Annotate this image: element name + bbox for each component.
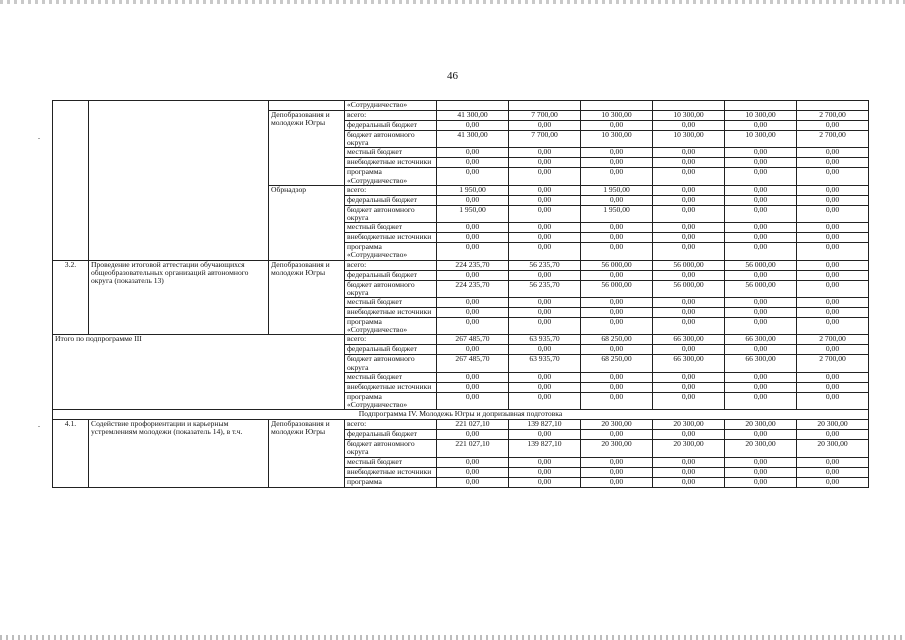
amount-cell: 0,00 (797, 233, 869, 243)
amount-cell: 0,00 (437, 168, 509, 185)
amount-cell: 0,00 (581, 158, 653, 168)
funding-source-cell: программа «Сотрудничество» (345, 318, 437, 335)
amount-cell: 0,00 (797, 318, 869, 335)
funding-source-cell: внебюджетные источники (345, 382, 437, 392)
amount-cell: 0,00 (725, 467, 797, 477)
amount-cell: 0,00 (653, 308, 725, 318)
amount-cell: 0,00 (509, 382, 581, 392)
funding-source-cell: местный бюджет (345, 457, 437, 467)
amount-cell: 1 950,00 (581, 205, 653, 222)
amount-cell: 0,00 (509, 457, 581, 467)
funding-source-cell: программа «Сотрудничество» (345, 243, 437, 260)
margin-mark: . (38, 420, 40, 429)
amount-cell: 0,00 (797, 477, 869, 487)
amount-cell: 66 300,00 (653, 355, 725, 372)
amount-cell: 0,00 (653, 270, 725, 280)
amount-cell: 0,00 (797, 205, 869, 222)
amount-cell: 0,00 (437, 477, 509, 487)
amount-cell: 0,00 (725, 121, 797, 131)
amount-cell: 0,00 (725, 392, 797, 409)
funding-source-cell: внебюджетные источники (345, 467, 437, 477)
amount-cell: 0,00 (437, 298, 509, 308)
amount-cell: 0,00 (653, 195, 725, 205)
amount-cell: 0,00 (653, 205, 725, 222)
amount-cell: 221 027,10 (437, 440, 509, 457)
table-row (53, 410, 869, 420)
amount-cell: 1 950,00 (581, 185, 653, 195)
amount-cell: 0,00 (509, 430, 581, 440)
amount-cell: 0,00 (437, 270, 509, 280)
amount-cell: 0,00 (653, 233, 725, 243)
amount-cell: 0,00 (509, 121, 581, 131)
amount-cell: 0,00 (581, 148, 653, 158)
item-name-cell: Содействие профориентации и карьерным устремлениям молодежи (показатель 14), в т.ч. (89, 420, 269, 487)
funding-source-cell: бюджет автономного округа (345, 440, 437, 457)
amount-cell: 0,00 (725, 477, 797, 487)
amount-cell: 0,00 (725, 185, 797, 195)
amount-cell: 0,00 (797, 345, 869, 355)
amount-cell: 224 235,70 (437, 280, 509, 297)
amount-cell: 20 300,00 (797, 420, 869, 430)
amount-cell: 20 300,00 (797, 440, 869, 457)
amount-cell: 0,00 (581, 345, 653, 355)
amount-cell: 56 000,00 (581, 280, 653, 297)
amount-cell: 0,00 (653, 223, 725, 233)
amount-cell: 0,00 (437, 121, 509, 131)
funding-source-cell: всего: (345, 111, 437, 121)
amount-cell: 0,00 (725, 430, 797, 440)
scan-edge-bottom (0, 635, 905, 640)
amount-cell: 0,00 (509, 168, 581, 185)
amount-cell: 0,00 (725, 372, 797, 382)
amount-cell: 0,00 (509, 223, 581, 233)
amount-cell: 10 300,00 (581, 111, 653, 121)
amount-cell: 66 300,00 (725, 355, 797, 372)
amount-cell: 20 300,00 (725, 440, 797, 457)
page-number: 46 (447, 70, 458, 82)
amount-cell: 221 027,10 (437, 420, 509, 430)
amount-cell: 1 950,00 (437, 205, 509, 222)
funding-source-cell: бюджет автономного округа (345, 355, 437, 372)
amount-cell: 0,00 (797, 372, 869, 382)
funding-source-cell: программа «Сотрудничество» (345, 392, 437, 409)
amount-cell: 1 950,00 (437, 185, 509, 195)
amount-cell: 139 827,10 (509, 440, 581, 457)
funding-source-cell: местный бюджет (345, 223, 437, 233)
amount-cell: 0,00 (653, 318, 725, 335)
executor-cell: Депобразования и молодежи Югры (269, 420, 345, 487)
amount-cell: 0,00 (797, 467, 869, 477)
amount-cell: 20 300,00 (581, 420, 653, 430)
amount-cell: 139 827,10 (509, 420, 581, 430)
funding-source-cell: федеральный бюджет (345, 430, 437, 440)
amount-cell: 0,00 (437, 382, 509, 392)
amount-cell: 0,00 (509, 233, 581, 243)
amount-cell: 0,00 (581, 270, 653, 280)
table-row (53, 101, 869, 111)
executor-cell: Обрнадзор (269, 185, 345, 260)
amount-cell: 2 700,00 (797, 111, 869, 121)
funding-source-cell: федеральный бюджет (345, 345, 437, 355)
item-number-cell (53, 101, 89, 261)
amount-cell: 20 300,00 (653, 420, 725, 430)
amount-cell: 0,00 (509, 467, 581, 477)
amount-cell: 10 300,00 (653, 131, 725, 148)
amount-cell: 0,00 (725, 382, 797, 392)
amount-cell (797, 101, 869, 111)
amount-cell: 0,00 (725, 205, 797, 222)
amount-cell: 267 485,70 (437, 355, 509, 372)
amount-cell: 0,00 (581, 457, 653, 467)
amount-cell: 0,00 (581, 243, 653, 260)
amount-cell (653, 101, 725, 111)
amount-cell: 68 250,00 (581, 335, 653, 345)
amount-cell: 0,00 (653, 185, 725, 195)
total-label-cell: Итого по подпрограмме III (53, 335, 345, 410)
amount-cell: 0,00 (437, 195, 509, 205)
amount-cell: 0,00 (797, 382, 869, 392)
item-number-cell: 3.2. (53, 260, 89, 335)
amount-cell: 0,00 (437, 345, 509, 355)
amount-cell: 0,00 (725, 270, 797, 280)
amount-cell: 10 300,00 (581, 131, 653, 148)
amount-cell: 0,00 (725, 298, 797, 308)
amount-cell: 10 300,00 (725, 111, 797, 121)
amount-cell: 7 700,00 (509, 131, 581, 148)
amount-cell: 0,00 (509, 308, 581, 318)
amount-cell: 0,00 (509, 345, 581, 355)
amount-cell: 0,00 (581, 168, 653, 185)
amount-cell: 0,00 (437, 233, 509, 243)
amount-cell: 41 300,00 (437, 131, 509, 148)
amount-cell: 0,00 (797, 457, 869, 467)
amount-cell: 0,00 (581, 392, 653, 409)
amount-cell: 0,00 (581, 121, 653, 131)
executor-cell: Депобразования и молодежи Югры (269, 111, 345, 186)
funding-table (52, 100, 869, 488)
amount-cell: 0,00 (797, 243, 869, 260)
amount-cell: 56 000,00 (581, 260, 653, 270)
amount-cell: 63 935,70 (509, 335, 581, 345)
amount-cell: 0,00 (653, 477, 725, 487)
amount-cell: 0,00 (797, 185, 869, 195)
amount-cell: 68 250,00 (581, 355, 653, 372)
amount-cell: 0,00 (509, 477, 581, 487)
amount-cell: 0,00 (725, 457, 797, 467)
amount-cell: 0,00 (653, 158, 725, 168)
amount-cell: 0,00 (797, 260, 869, 270)
amount-cell: 0,00 (797, 270, 869, 280)
amount-cell: 0,00 (581, 318, 653, 335)
amount-cell: 0,00 (581, 382, 653, 392)
funding-source-cell: местный бюджет (345, 148, 437, 158)
item-name-cell: Проведение итоговой аттестации обучающихся общеобразовательных организаций автономного округа (показатель 13) (89, 260, 269, 335)
amount-cell: 56 000,00 (653, 280, 725, 297)
amount-cell: 20 300,00 (581, 440, 653, 457)
amount-cell: 0,00 (581, 298, 653, 308)
margin-mark: . (38, 132, 40, 141)
amount-cell: 0,00 (581, 467, 653, 477)
amount-cell: 0,00 (725, 308, 797, 318)
amount-cell: 0,00 (437, 318, 509, 335)
amount-cell: 267 485,70 (437, 335, 509, 345)
amount-cell: 0,00 (725, 243, 797, 260)
funding-source-cell: программа (345, 477, 437, 487)
amount-cell: 0,00 (509, 270, 581, 280)
funding-source-cell: бюджет автономного округа (345, 131, 437, 148)
amount-cell: 0,00 (437, 148, 509, 158)
amount-cell: 0,00 (797, 223, 869, 233)
amount-cell: 0,00 (437, 223, 509, 233)
amount-cell: 0,00 (653, 148, 725, 158)
subprogram-header: Подпрограмма IV. Молодежь Югры и допризывная подготовка (53, 410, 869, 420)
amount-cell: 0,00 (653, 168, 725, 185)
amount-cell: 0,00 (509, 158, 581, 168)
amount-cell (509, 101, 581, 111)
table-row (53, 420, 869, 430)
amount-cell: 0,00 (581, 430, 653, 440)
amount-cell: 0,00 (797, 280, 869, 297)
funding-source-cell: бюджет автономного округа (345, 205, 437, 222)
amount-cell: 0,00 (653, 457, 725, 467)
funding-source-cell: местный бюджет (345, 372, 437, 382)
amount-cell: 0,00 (653, 372, 725, 382)
amount-cell: 0,00 (653, 243, 725, 260)
amount-cell: 0,00 (653, 121, 725, 131)
amount-cell: 0,00 (653, 430, 725, 440)
amount-cell: 0,00 (725, 233, 797, 243)
amount-cell: 224 235,70 (437, 260, 509, 270)
amount-cell: 0,00 (797, 308, 869, 318)
amount-cell: 0,00 (509, 392, 581, 409)
amount-cell (437, 101, 509, 111)
amount-cell: 0,00 (509, 185, 581, 195)
amount-cell: 66 300,00 (725, 335, 797, 345)
amount-cell: 56 235,70 (509, 260, 581, 270)
amount-cell: 10 300,00 (725, 131, 797, 148)
funding-source-cell: бюджет автономного округа (345, 280, 437, 297)
amount-cell: 0,00 (725, 223, 797, 233)
funding-source-cell: внебюджетные источники (345, 233, 437, 243)
amount-cell: 0,00 (725, 345, 797, 355)
amount-cell: 0,00 (797, 430, 869, 440)
amount-cell: 0,00 (509, 372, 581, 382)
amount-cell: 0,00 (797, 148, 869, 158)
amount-cell: 0,00 (437, 308, 509, 318)
amount-cell (581, 101, 653, 111)
amount-cell: 0,00 (725, 158, 797, 168)
amount-cell: 0,00 (725, 318, 797, 335)
amount-cell: 10 300,00 (653, 111, 725, 121)
funding-source-cell: всего: (345, 420, 437, 430)
amount-cell: 7 700,00 (509, 111, 581, 121)
amount-cell: 41 300,00 (437, 111, 509, 121)
amount-cell: 20 300,00 (725, 420, 797, 430)
amount-cell: 0,00 (653, 392, 725, 409)
amount-cell: 0,00 (797, 158, 869, 168)
funding-source-cell: всего: (345, 260, 437, 270)
amount-cell: 0,00 (509, 195, 581, 205)
amount-cell: 0,00 (653, 345, 725, 355)
amount-cell: 0,00 (509, 148, 581, 158)
amount-cell: 0,00 (437, 158, 509, 168)
amount-cell: 0,00 (653, 467, 725, 477)
amount-cell: 0,00 (509, 243, 581, 260)
amount-cell: 66 300,00 (653, 335, 725, 345)
item-number-cell: 4.1. (53, 420, 89, 487)
funding-source-cell: местный бюджет (345, 298, 437, 308)
amount-cell: 0,00 (797, 392, 869, 409)
funding-source-cell: федеральный бюджет (345, 121, 437, 131)
funding-source-cell: «Сотрудничество» (345, 101, 437, 111)
amount-cell: 0,00 (581, 477, 653, 487)
amount-cell: 0,00 (509, 298, 581, 308)
amount-cell: 0,00 (725, 168, 797, 185)
amount-cell: 0,00 (581, 223, 653, 233)
executor-cell (269, 101, 345, 111)
amount-cell: 0,00 (437, 467, 509, 477)
amount-cell: 0,00 (797, 195, 869, 205)
amount-cell: 0,00 (437, 392, 509, 409)
amount-cell (725, 101, 797, 111)
amount-cell: 56 000,00 (725, 260, 797, 270)
amount-cell: 0,00 (437, 430, 509, 440)
amount-cell: 0,00 (725, 148, 797, 158)
amount-cell: 0,00 (581, 372, 653, 382)
amount-cell: 20 300,00 (653, 440, 725, 457)
amount-cell: 63 935,70 (509, 355, 581, 372)
funding-source-cell: всего: (345, 185, 437, 195)
funding-source-cell: внебюджетные источники (345, 158, 437, 168)
table-row (53, 335, 869, 345)
funding-source-cell: федеральный бюджет (345, 195, 437, 205)
amount-cell: 2 700,00 (797, 131, 869, 148)
amount-cell: 0,00 (581, 308, 653, 318)
amount-cell: 0,00 (437, 243, 509, 260)
amount-cell: 56 235,70 (509, 280, 581, 297)
item-name-cell (89, 101, 269, 261)
amount-cell: 0,00 (797, 121, 869, 131)
amount-cell: 2 700,00 (797, 335, 869, 345)
funding-source-cell: внебюджетные источники (345, 308, 437, 318)
amount-cell: 2 700,00 (797, 355, 869, 372)
table-row (53, 260, 869, 270)
funding-source-cell: федеральный бюджет (345, 270, 437, 280)
amount-cell: 0,00 (581, 233, 653, 243)
amount-cell: 0,00 (509, 205, 581, 222)
amount-cell: 0,00 (725, 195, 797, 205)
amount-cell: 0,00 (581, 195, 653, 205)
funding-source-cell: всего: (345, 335, 437, 345)
amount-cell: 0,00 (797, 298, 869, 308)
amount-cell: 0,00 (437, 457, 509, 467)
amount-cell: 0,00 (797, 168, 869, 185)
amount-cell: 56 000,00 (725, 280, 797, 297)
amount-cell: 56 000,00 (653, 260, 725, 270)
executor-cell: Депобразования и молодежи Югры (269, 260, 345, 335)
amount-cell: 0,00 (653, 382, 725, 392)
amount-cell: 0,00 (653, 298, 725, 308)
amount-cell: 0,00 (509, 318, 581, 335)
amount-cell: 0,00 (437, 372, 509, 382)
scan-edge-top (0, 0, 905, 4)
funding-source-cell: программа «Сотрудничество» (345, 168, 437, 185)
